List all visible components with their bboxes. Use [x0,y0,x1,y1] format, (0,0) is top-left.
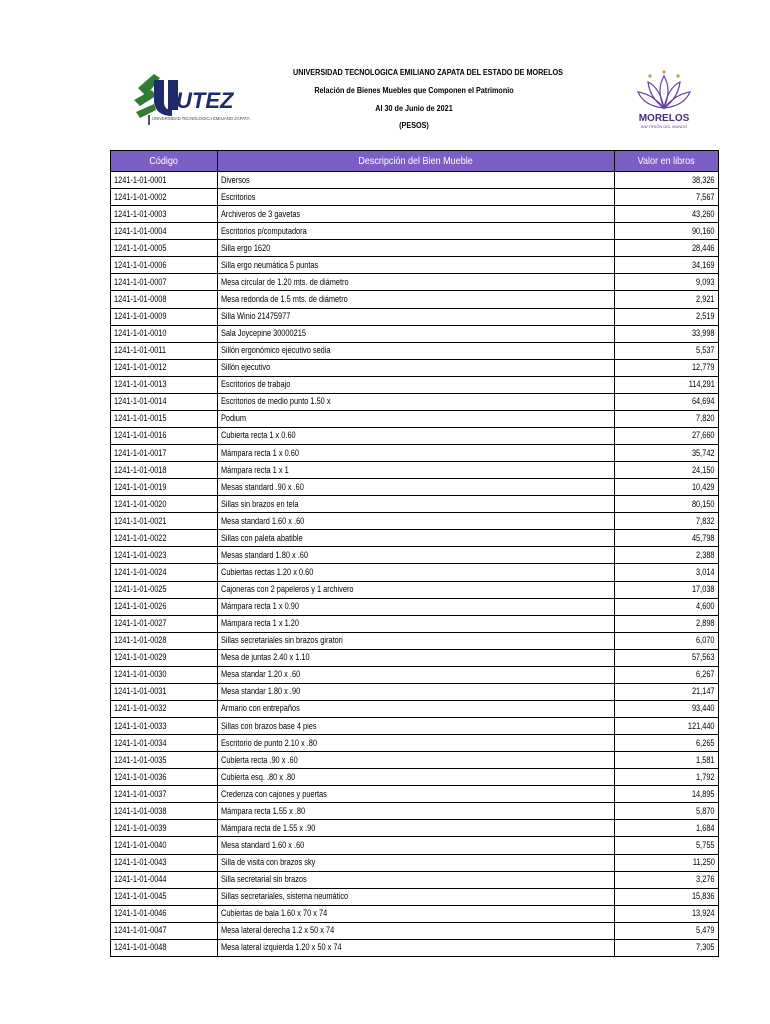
utez-logo [124,66,250,132]
column-header-description: Descripción del Bien Mueble [218,151,615,172]
asset-code-cell: 1241-1-01-0026 [111,598,218,615]
asset-value-cell: 12,779 [615,359,719,376]
asset-description-cell: Diversos [218,172,615,189]
table-row [111,905,719,922]
asset-code-cell: 1241-1-01-0033 [111,718,218,735]
asset-value-cell: 3,014 [615,564,719,581]
asset-description-cell: Mámpara recta 1 x 0.90 [218,598,615,615]
morelos-logo-text: MORELOS [638,113,690,124]
asset-code-cell: 1241-1-01-0013 [111,376,218,393]
morelos-flower-icon [620,68,708,132]
asset-value-cell: 1,581 [615,752,719,769]
asset-description-cell: Armario con entrepaños [218,700,615,717]
table-row [111,325,719,342]
asset-code-cell: 1241-1-01-0040 [111,837,218,854]
table-row [111,888,719,905]
table-row [111,376,719,393]
table-row [111,581,719,598]
table-row [111,939,719,956]
table-row [111,718,719,735]
asset-value-cell: 27,660 [615,427,719,444]
asset-value-cell: 90,160 [615,223,719,240]
table-row [111,189,719,206]
asset-value-cell: 114,291 [615,376,719,393]
asset-description-cell: Mesa standard 1.60 x .60 [218,837,615,854]
asset-description-cell: Mámpara recta 1 x 0.60 [218,445,615,462]
asset-value-cell: 14,895 [615,786,719,803]
asset-code-cell: 1241-1-01-0020 [111,496,218,513]
asset-code-cell: 1241-1-01-0016 [111,427,218,444]
asset-description-cell: Sillas con brazos base 4 pies [218,718,615,735]
asset-value-cell: 2,921 [615,291,719,308]
asset-code-cell: 1241-1-01-0046 [111,905,218,922]
asset-description-cell: Cubiertas rectas 1.20 x 0.60 [218,564,615,581]
asset-value-cell: 21,147 [615,683,719,700]
table-body [111,172,719,957]
asset-code-cell: 1241-1-01-0028 [111,632,218,649]
asset-code-cell: 1241-1-01-0006 [111,257,218,274]
asset-code-cell: 1241-1-01-0005 [111,240,218,257]
asset-description-cell: Sillón ergonómico ejecutivo sedia [218,342,615,359]
asset-code-cell: 1241-1-01-0014 [111,393,218,410]
table-row [111,854,719,871]
asset-description-cell: Podium [218,410,615,427]
asset-value-cell: 2,898 [615,615,719,632]
asset-value-cell: 2,519 [615,308,719,325]
asset-code-cell: 1241-1-01-0002 [111,189,218,206]
asset-code-cell: 1241-1-01-0001 [111,172,218,189]
asset-code-cell: 1241-1-01-0023 [111,547,218,564]
asset-code-cell: 1241-1-01-0037 [111,786,218,803]
table-row [111,410,719,427]
asset-code-cell: 1241-1-01-0018 [111,462,218,479]
table-row [111,735,719,752]
asset-description-cell: Mesa lateral derecha 1.2 x 50 x 74 [218,922,615,939]
asset-code-cell: 1241-1-01-0027 [111,615,218,632]
table-row [111,632,719,649]
asset-value-cell: 15,836 [615,888,719,905]
table-row [111,206,719,223]
asset-description-cell: Sillas secretariales, sistema neumático [218,888,615,905]
document-header [110,64,718,144]
asset-code-cell: 1241-1-01-0032 [111,700,218,717]
asset-value-cell: 34,169 [615,257,719,274]
assets-table [110,150,719,957]
asset-description-cell: Cubierta esq. .80 x .80 [218,769,615,786]
asset-value-cell: 7,567 [615,189,719,206]
asset-code-cell: 1241-1-01-0009 [111,308,218,325]
asset-description-cell: Silla secretarial sin brazos [218,871,615,888]
table-row [111,462,719,479]
table-row [111,342,719,359]
asset-code-cell: 1241-1-01-0025 [111,581,218,598]
asset-description-cell: Escritorios p/computadora [218,223,615,240]
asset-description-cell: Cubiertas de bala 1.60 x 70 x 74 [218,905,615,922]
table-row [111,240,719,257]
asset-code-cell: 1241-1-01-0015 [111,410,218,427]
asset-code-cell: 1241-1-01-0011 [111,342,218,359]
asset-description-cell: Sillas sin brazos en tela [218,496,615,513]
table-row [111,513,719,530]
morelos-logo [620,68,708,132]
table-row [111,871,719,888]
asset-code-cell: 1241-1-01-0029 [111,649,218,666]
asset-description-cell: Escritorios de medio punto 1.50 x [218,393,615,410]
asset-value-cell: 7,305 [615,939,719,956]
asset-value-cell: 35,742 [615,445,719,462]
report-date: Al 30 de Junio de 2021 [375,102,453,113]
asset-code-cell: 1241-1-01-0010 [111,325,218,342]
table-header-row [111,151,719,172]
asset-code-cell: 1241-1-01-0008 [111,291,218,308]
currency-note: (PESOS) [399,120,429,131]
asset-description-cell: Mesa circular de 1.20 mts. de diámetro [218,274,615,291]
asset-description-cell: Sillas secretariales sin brazos giratori [218,632,615,649]
asset-description-cell: Mesa de juntas 2.40 x 1.10 [218,649,615,666]
table-row [111,700,719,717]
table-row [111,769,719,786]
asset-value-cell: 7,820 [615,410,719,427]
asset-value-cell: 1,792 [615,769,719,786]
table-row [111,752,719,769]
asset-description-cell: Escritorios [218,189,615,206]
table-row [111,615,719,632]
asset-code-cell: 1241-1-01-0017 [111,445,218,462]
table-row [111,257,719,274]
asset-description-cell: Silla de visita con brazos sky [218,854,615,871]
asset-description-cell: Mesas standard 1.80 x .60 [218,547,615,564]
table-row [111,803,719,820]
asset-description-cell: Mámpara recta de 1.55 x .90 [218,820,615,837]
table-row [111,649,719,666]
asset-code-cell: 1241-1-01-0003 [111,206,218,223]
asset-value-cell: 17,038 [615,581,719,598]
table-row [111,308,719,325]
institution-name: UNIVERSIDAD TECNOLOGICA EMILIANO ZAPATA DEL ESTADO DE MORELOS [293,67,563,77]
asset-code-cell: 1241-1-01-0038 [111,803,218,820]
asset-description-cell: Archiveros de 3 gavetas [218,206,615,223]
asset-value-cell: 38,326 [615,172,719,189]
asset-code-cell: 1241-1-01-0048 [111,939,218,956]
asset-code-cell: 1241-1-01-0043 [111,854,218,871]
asset-description-cell: Silla ergo neumática 5 puntas [218,257,615,274]
asset-description-cell: Escritorios de trabajo [218,376,615,393]
asset-code-cell: 1241-1-01-0047 [111,922,218,939]
asset-value-cell: 11,250 [615,854,719,871]
utez-logo-subtext: UNIVERSIDAD TECNOLOGICA EMILIANO ZAPATA [152,116,250,121]
morelos-logo-subtext: ANFITRIÓN DEL MUNDO [640,124,688,129]
asset-description-cell: Sala Joycepine 30000215 [218,325,615,342]
header-text-block [270,64,563,135]
utez-logo-text: UTEZ [176,88,234,113]
asset-value-cell: 3,276 [615,871,719,888]
table-row [111,922,719,939]
asset-description-cell: Cubierta recta .90 x .60 [218,752,615,769]
asset-code-cell: 1241-1-01-0012 [111,359,218,376]
asset-description-cell: Mámpara recta 1 x 1 [218,462,615,479]
asset-value-cell: 24,150 [615,462,719,479]
asset-value-cell: 1,684 [615,820,719,837]
utez-logo-icon [124,66,250,132]
asset-value-cell: 5,479 [615,922,719,939]
table-row [111,359,719,376]
table-row [111,496,719,513]
table-row [111,547,719,564]
asset-value-cell: 5,870 [615,803,719,820]
table-row [111,427,719,444]
table-row [111,786,719,803]
asset-value-cell: 45,798 [615,530,719,547]
table-row [111,530,719,547]
table-row [111,837,719,854]
asset-value-cell: 28,446 [615,240,719,257]
table-row [111,223,719,240]
asset-value-cell: 5,755 [615,837,719,854]
asset-value-cell: 93,440 [615,700,719,717]
asset-code-cell: 1241-1-01-0022 [111,530,218,547]
asset-value-cell: 33,998 [615,325,719,342]
asset-code-cell: 1241-1-01-0039 [111,820,218,837]
asset-code-cell: 1241-1-01-0031 [111,683,218,700]
asset-value-cell: 2,388 [615,547,719,564]
asset-description-cell: Credenza con cajones y puertas [218,786,615,803]
asset-value-cell: 80,150 [615,496,719,513]
asset-value-cell: 121,440 [615,718,719,735]
asset-value-cell: 7,832 [615,513,719,530]
asset-value-cell: 10,429 [615,479,719,496]
asset-code-cell: 1241-1-01-0021 [111,513,218,530]
table-row [111,598,719,615]
asset-description-cell: Mesa standar 1.80 x .90 [218,683,615,700]
asset-code-cell: 1241-1-01-0045 [111,888,218,905]
asset-code-cell: 1241-1-01-0035 [111,752,218,769]
report-title: Relación de Bienes Muebles que Componen el Patrimonio [314,84,514,95]
asset-description-cell: Mesa lateral izquierda 1.20 x 50 x 74 [218,939,615,956]
table-row [111,172,719,189]
asset-code-cell: 1241-1-01-0024 [111,564,218,581]
asset-value-cell: 4,600 [615,598,719,615]
asset-code-cell: 1241-1-01-0007 [111,274,218,291]
asset-value-cell: 6,070 [615,632,719,649]
asset-description-cell: Cubierta recta 1 x 0.60 [218,427,615,444]
asset-value-cell: 64,694 [615,393,719,410]
asset-value-cell: 13,924 [615,905,719,922]
asset-description-cell: Escritorio de punto 2.10 x .80 [218,735,615,752]
asset-description-cell: Mámpara recta 1 x 1.20 [218,615,615,632]
table-row [111,564,719,581]
asset-value-cell: 6,265 [615,735,719,752]
asset-description-cell: Mesa standard 1.60 x .60 [218,513,615,530]
asset-value-cell: 57,563 [615,649,719,666]
asset-code-cell: 1241-1-01-0030 [111,666,218,683]
asset-code-cell: 1241-1-01-0044 [111,871,218,888]
table-row [111,479,719,496]
asset-description-cell: Mesa standar 1.20 x .60 [218,666,615,683]
asset-code-cell: 1241-1-01-0004 [111,223,218,240]
table-row [111,393,719,410]
asset-description-cell: Silla ergo 1620 [218,240,615,257]
asset-description-cell: Mámpara recta 1.55 x .80 [218,803,615,820]
asset-value-cell: 9,093 [615,274,719,291]
asset-description-cell: Sillón ejecutivo [218,359,615,376]
asset-description-cell: Silla Winio 21475977 [218,308,615,325]
table-row [111,666,719,683]
table-row [111,445,719,462]
asset-description-cell: Mesa redonda de 1.5 mts. de diámetro [218,291,615,308]
asset-code-cell: 1241-1-01-0036 [111,769,218,786]
asset-description-cell: Cajoneras con 2 papeleros y 1 archivero [218,581,615,598]
asset-value-cell: 6,267 [615,666,719,683]
table-row [111,291,719,308]
column-header-code: Código [111,151,218,172]
table-row [111,683,719,700]
table-row [111,274,719,291]
asset-value-cell: 5,537 [615,342,719,359]
asset-description-cell: Sillas con paleta abatible [218,530,615,547]
table-row [111,820,719,837]
assets-table-container [110,150,718,957]
column-header-book-value: Valor en libros [615,151,719,172]
asset-code-cell: 1241-1-01-0034 [111,735,218,752]
asset-value-cell: 43,260 [615,206,719,223]
asset-description-cell: Mesas standard .90 x .60 [218,479,615,496]
asset-code-cell: 1241-1-01-0019 [111,479,218,496]
